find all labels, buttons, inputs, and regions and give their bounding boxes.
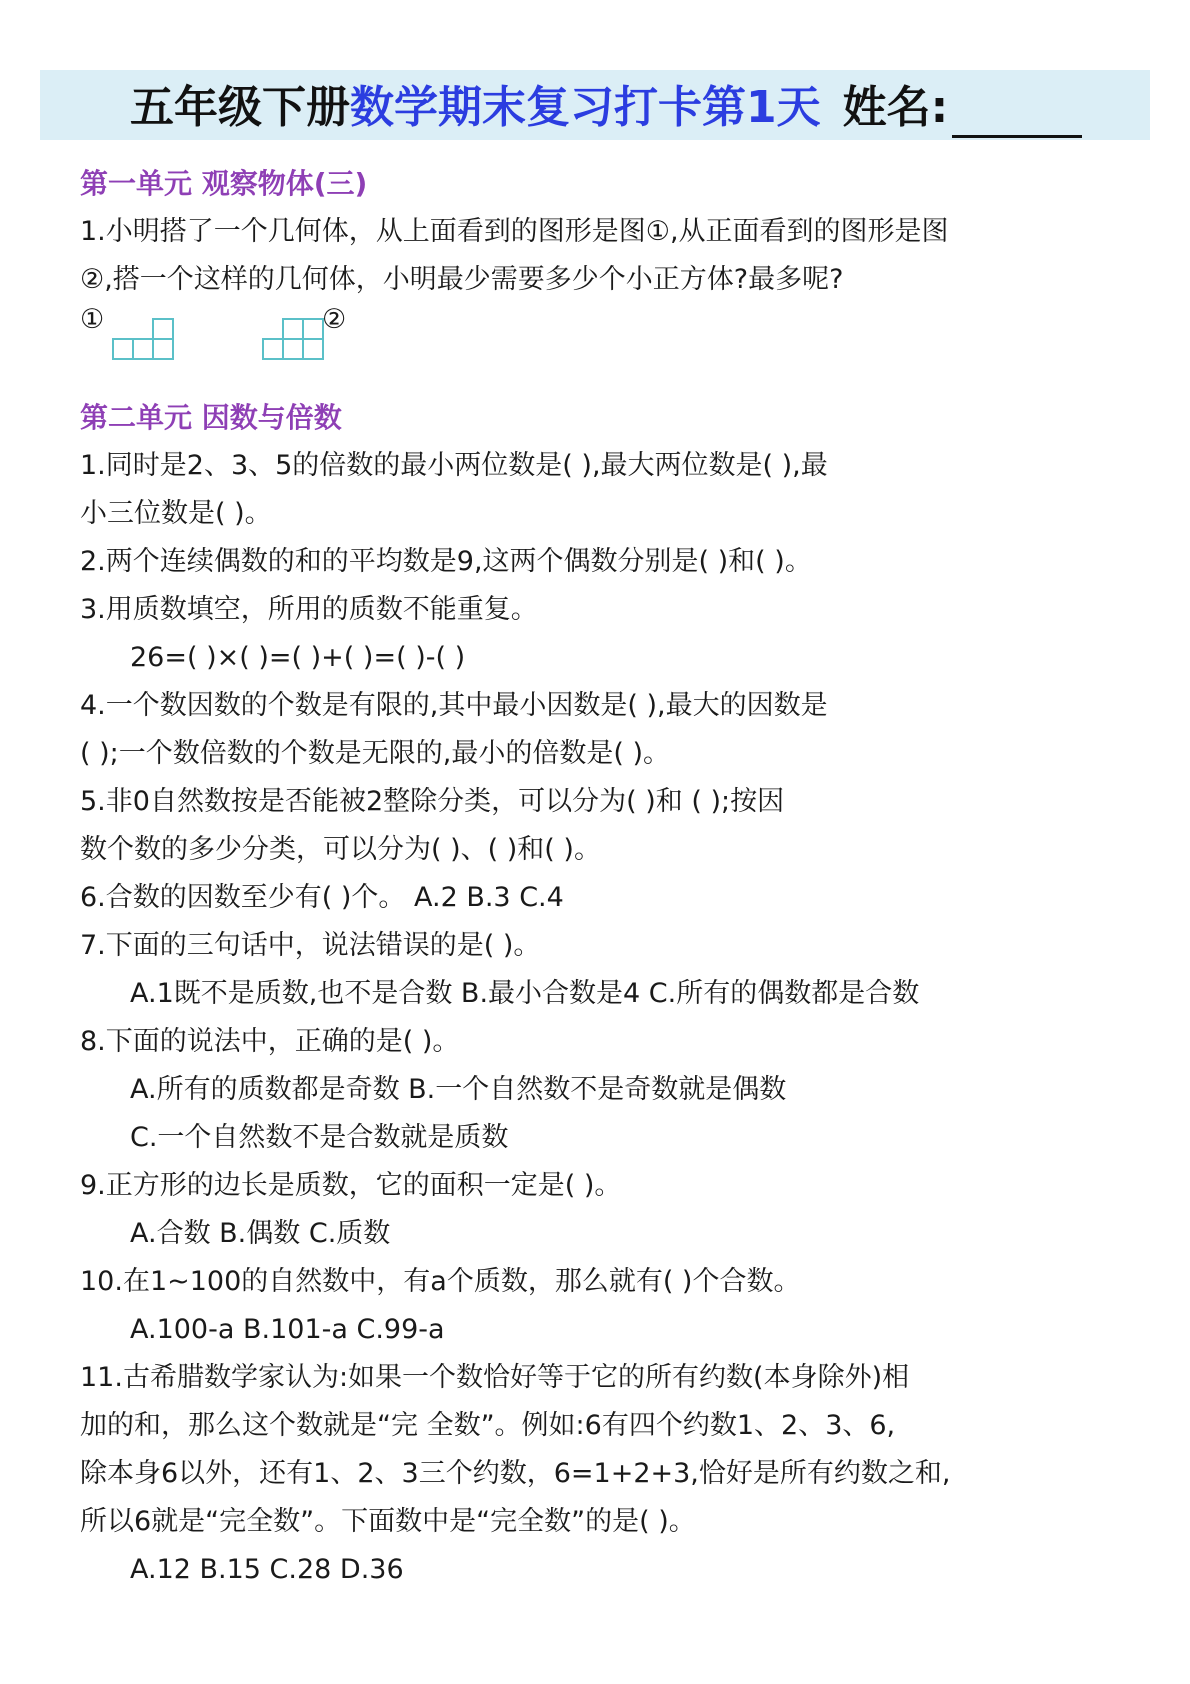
name-blank[interactable]	[952, 91, 1082, 138]
section-spacer	[80, 374, 1120, 394]
q1-line: 1.同时是2、3、5的倍数的最小两位数是( ),最大两位数是( ),最	[80, 450, 828, 481]
q9-options: A.合数 B.偶数 C.质数	[130, 1218, 391, 1249]
q8-line: 8.下面的说法中，正确的是( )。	[80, 1026, 460, 1057]
figure-row	[80, 304, 1120, 374]
q11-options: A.12 B.15 C.28 D.36	[130, 1554, 404, 1585]
worksheet-content	[80, 160, 1120, 1594]
q8-options: C.一个自然数不是合数就是质数	[130, 1122, 509, 1153]
q3-equation: 26=( )×( )=( )+( )=( )-( )	[130, 642, 466, 673]
top-view-figure	[112, 318, 174, 360]
q4-line: ( );一个数倍数的个数是无限的,最小的倍数是( )。	[80, 738, 670, 769]
q7-options: A.1既不是质数,也不是合数 B.最小合数是4 C.所有的偶数都是合数	[130, 978, 920, 1009]
q3-line: 3.用质数填空，所用的质数不能重复。	[80, 594, 538, 625]
q9-line: 9.正方形的边长是质数，它的面积一定是( )。	[80, 1170, 622, 1201]
front-view-figure	[262, 318, 324, 360]
q8-options: A.所有的质数都是奇数 B.一个自然数不是奇数就是偶数	[130, 1074, 787, 1105]
q10-line: 10.在1~100的自然数中，有a个质数，那么就有( )个合数。	[80, 1266, 801, 1297]
q6-line: 6.合数的因数至少有( )个。 A.2 B.3 C.4	[80, 882, 564, 913]
q5-line: 数个数的多少分类，可以分为( )、( )和( )。	[80, 834, 601, 865]
q5-line: 5.非0自然数按是否能被2整除分类，可以分为( )和 ( );按因	[80, 786, 785, 817]
q11-line: 除本身6以外，还有1、2、3三个约数，6=1+2+3,恰好是所有约数之和,	[80, 1458, 951, 1489]
q7-line: 7.下面的三句话中，说法错误的是( )。	[80, 930, 541, 961]
q11-line: 所以6就是“完全数”。下面数中是“完全数”的是( )。	[80, 1506, 696, 1537]
q2-line: 2.两个连续偶数的和的平均数是9,这两个偶数分别是( )和( )。	[80, 546, 812, 577]
unit1-q1-line1: 1.小明搭了一个几何体，从上面看到的图形是图①,从正面看到的图形是图	[80, 216, 949, 247]
q10-options: A.100-a B.101-a C.99-a	[130, 1314, 445, 1345]
page-title	[130, 78, 1082, 138]
q11-line: 11.古希腊数学家认为:如果一个数恰好等于它的所有约数(本身除外)相	[80, 1362, 910, 1393]
q4-line: 4.一个数因数的个数是有限的,其中最小因数是( ),最大的因数是	[80, 690, 828, 721]
figure1-label: ①	[80, 304, 105, 335]
title-main: 数学期末复习打卡第1天	[350, 82, 821, 133]
unit1-q1-line2: ②,搭一个这样的几何体，小明最少需要多少个小正方体?最多呢?	[80, 264, 844, 295]
title-prefix: 五年级下册	[130, 82, 350, 133]
figure2-label: ②	[322, 304, 347, 335]
q11-line: 加的和，那么这个数就是“完 全数”。例如:6有四个约数1、2、3、6,	[80, 1410, 896, 1441]
unit2-heading: 第二单元 因数与倍数	[80, 401, 342, 434]
q1-line: 小三位数是( )。	[80, 498, 272, 529]
name-label: 姓名:	[842, 82, 949, 133]
unit1-heading: 第一单元 观察物体(三)	[80, 167, 368, 200]
